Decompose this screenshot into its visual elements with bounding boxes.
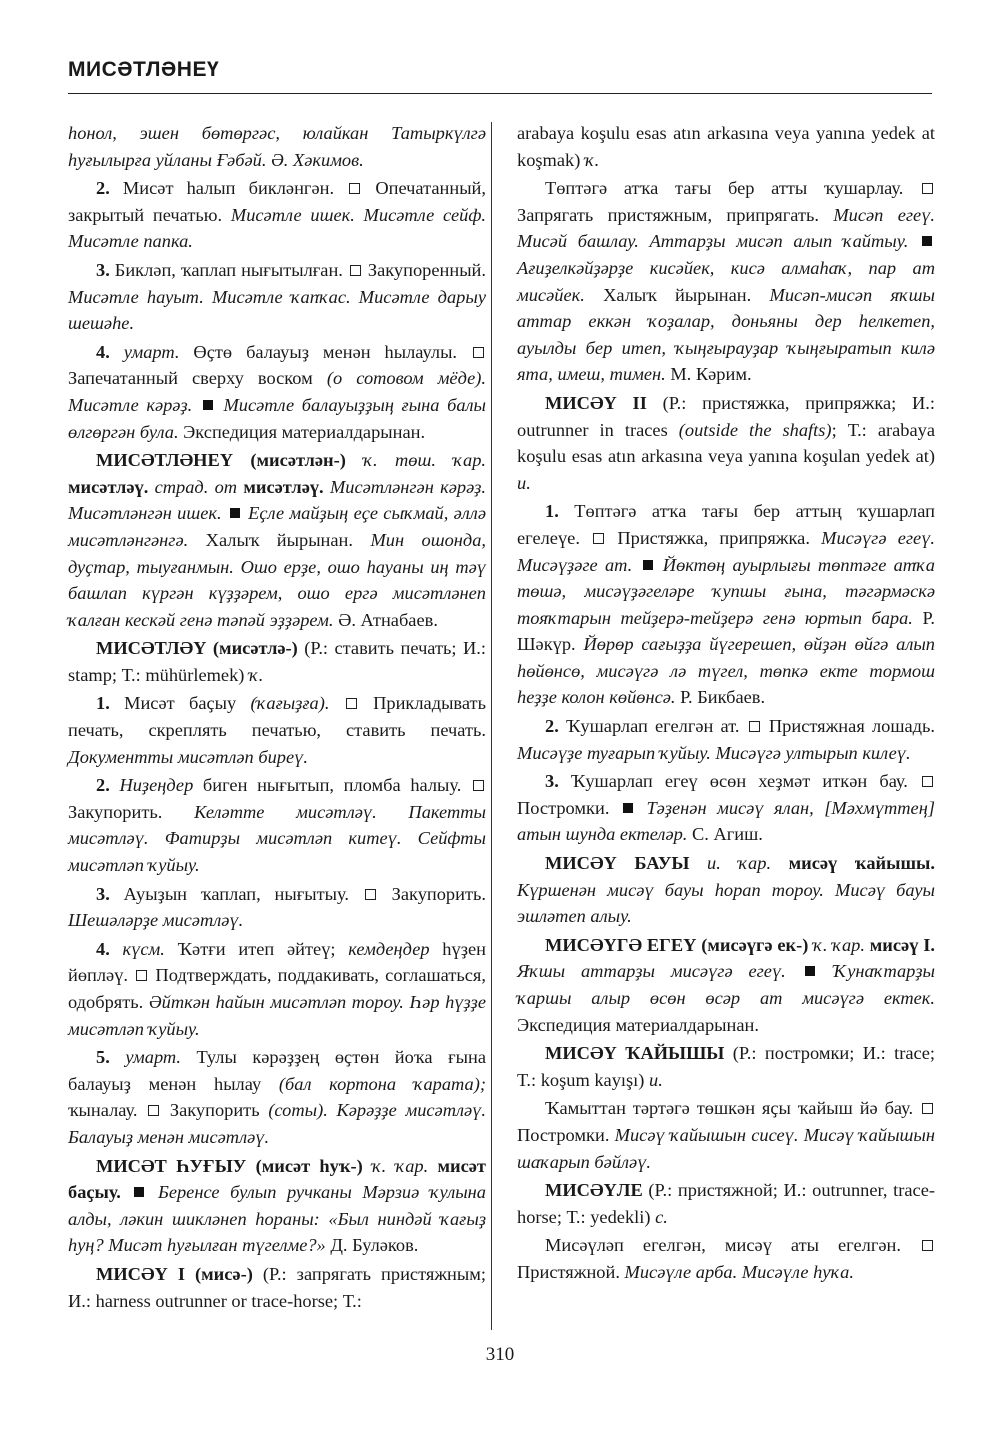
italic-text: Ҡунаҡтарҙы ҡаршы алыр өсөн өсәр ат мисәүгә ектек. bbox=[517, 961, 935, 1008]
translation-marker-icon bbox=[350, 265, 361, 276]
text: Постромки. bbox=[517, 797, 620, 818]
text: М. Кәрим. bbox=[665, 364, 752, 385]
text: Р. Шәкүр. bbox=[517, 607, 935, 655]
text: (Р.: ставить печать; И.: stamp; Т.: mühürlemek) bbox=[68, 638, 486, 685]
headword: МИСӘТ ҺУҒЫУ (мисәт һуҡ-) bbox=[96, 1155, 363, 1176]
text: С. Агиш. bbox=[687, 824, 763, 845]
dictionary-entry bbox=[68, 1261, 486, 1314]
italic-text: (соты). Кәрәҙҙе мисәтләү. Балауыҙ менән мисәтләү. bbox=[68, 1100, 486, 1147]
italic-text: ҡ. bbox=[249, 664, 264, 685]
continued-text bbox=[517, 120, 935, 173]
text: Закупорить. bbox=[68, 801, 195, 822]
entry-sense bbox=[68, 690, 486, 770]
translation-marker-icon bbox=[922, 776, 933, 787]
italic-text: ҡ. ҡар. bbox=[813, 934, 865, 955]
example-marker-icon bbox=[623, 803, 633, 813]
headword: 5. bbox=[96, 1047, 110, 1068]
italic-text: умарт. bbox=[125, 1047, 182, 1068]
text: Халыҡ йырынан. bbox=[188, 529, 371, 550]
dictionary-entry bbox=[517, 1232, 935, 1285]
italic-text: Күршенән мисәү бауы һорап тороу. Мисәү бауы эшләтеп алыу. bbox=[517, 879, 935, 927]
example-marker-icon bbox=[203, 400, 213, 410]
translation-marker-icon bbox=[922, 1103, 933, 1114]
left-column bbox=[68, 120, 486, 1316]
text bbox=[636, 798, 647, 818]
text bbox=[110, 342, 124, 362]
text: Тулы кәрәҙҙең өҫтөн йоҡа ғына балауыҙ менән һылау bbox=[68, 1047, 486, 1094]
page-header bbox=[68, 58, 932, 82]
italic-text: Йөктөң ауырлығы төптәге атҡа төшә, мисәүҙәгеләре ҡупшы ғына, тәгәрмәскә тояҡтарын тейҙерә-тейҙерә генә юртып бара. bbox=[517, 554, 935, 628]
text: Запрягать пристяжным, припрягать. bbox=[517, 204, 834, 225]
text: Ҡушарлап егелгән ат. bbox=[558, 716, 747, 737]
entry-sense bbox=[68, 936, 486, 1042]
italic-text: Йөрөр сағыҙҙа йүгерешеп, өйҙән өйгә алып һөйөнсө, мисәүгә лә түгел, төпкә екте тормош һеҙҙе колон көйөнсә. bbox=[517, 634, 935, 708]
entry-sense bbox=[517, 498, 935, 711]
headword: 2. bbox=[545, 716, 559, 737]
italic-text: страд. от bbox=[154, 476, 238, 497]
translation-marker-icon bbox=[473, 347, 484, 358]
text: Постромки. bbox=[517, 1124, 615, 1145]
italic-text: кемдеңдер bbox=[348, 938, 430, 959]
text: Прикладывать печать, скреплять печатью, ставить печать. bbox=[68, 693, 486, 741]
text: Ә. Атнабаев. bbox=[333, 609, 438, 630]
italic-text: Мисәп егеү. Мисәй башлау. Аттарҙы мисәп алып ҡайтыу. bbox=[517, 204, 936, 252]
headword: 1. bbox=[96, 693, 110, 714]
italic-text: Ағиҙелкәйҙәрҙе кисәйек, кисә алмаһаҡ, пар ат мисәйек. bbox=[517, 257, 935, 305]
italic-text: Шешәләрҙе мисәтләү. bbox=[68, 910, 244, 931]
dictionary-entry bbox=[517, 932, 935, 1038]
text bbox=[786, 961, 802, 981]
dictionary-entry bbox=[517, 175, 935, 388]
text bbox=[689, 853, 707, 873]
headword: МИСӘТЛӘНЕҮ (мисәтлән-) bbox=[96, 450, 346, 471]
headword: мисәү ҡайышы. bbox=[788, 853, 935, 874]
italic-text: и. bbox=[517, 472, 531, 493]
text: Мисәүләп егелгән, мисәү аты егелгән. bbox=[545, 1235, 920, 1256]
dictionary-entry bbox=[68, 1153, 486, 1259]
italic-text: с. bbox=[655, 1206, 668, 1227]
text: Подтверждать, поддакивать, соглашаться, одобрять. bbox=[68, 965, 486, 1012]
text: Халыҡ йырынан. bbox=[584, 284, 770, 305]
headword: 1. bbox=[545, 501, 559, 522]
text bbox=[346, 450, 363, 470]
dictionary-entry bbox=[517, 390, 935, 496]
italic-text: Әйткән һайын мисәтләп тороу. Һәр һүҙҙе мисәтләп ҡуйыу. bbox=[68, 992, 486, 1039]
text bbox=[363, 1156, 372, 1176]
text: Мисәт һалып бикләнгән. bbox=[109, 178, 348, 199]
text: Экспедиция материалдарынан. bbox=[178, 421, 426, 442]
translation-marker-icon bbox=[922, 183, 933, 194]
text bbox=[908, 231, 919, 251]
text: Өҫтө балауыҙ менән һылаулы. bbox=[179, 341, 471, 362]
headword: мисәтләү. bbox=[243, 476, 324, 497]
text bbox=[192, 395, 200, 415]
italic-text: (ҡағыҙға). bbox=[250, 693, 330, 714]
headword: МИСӘҮ II bbox=[545, 392, 647, 413]
text: Закупоренный. bbox=[362, 259, 486, 280]
italic-text: и. bbox=[649, 1069, 663, 1090]
entry-sense bbox=[68, 257, 486, 337]
text bbox=[329, 693, 343, 713]
italic-text: Мисәүгә егеү. Мисәүҙәге ат. bbox=[517, 527, 935, 575]
example-marker-icon bbox=[805, 966, 815, 976]
text bbox=[656, 555, 663, 575]
dictionary-entry bbox=[517, 1040, 935, 1093]
headword: 3. bbox=[96, 259, 110, 280]
dictionary-entry bbox=[68, 447, 486, 633]
italic-text: Келәтте мисәтләү. Пакетты мисәтләү. Фатирҙы мисәтләп китеү. Сейфты мисәтләп ҡуйыу. bbox=[68, 801, 486, 876]
headword: МИСӘҮГӘ ЕГЕҮ (мисәүгә ек-) bbox=[545, 934, 809, 955]
text: Опечатанный, закрытый печатью. bbox=[68, 178, 486, 225]
text: Төптәгә атҡа тағы бер атты ҡушарлау. bbox=[545, 178, 920, 199]
running-head: МИСӘТЛӘНЕҮ bbox=[68, 58, 220, 81]
entry-sense bbox=[68, 339, 486, 445]
italic-text: (о сотовом мёде). Мисәтле кәрәҙ. bbox=[68, 368, 486, 415]
entry-sense bbox=[68, 772, 486, 878]
text: (Р.: пристяжной; И.: outrunner, trace-horse; Т.: yedekli) bbox=[517, 1180, 935, 1227]
text bbox=[147, 1182, 158, 1202]
headword: МИСӘҮ БАУЫ bbox=[545, 853, 690, 874]
text: Бикләп, ҡаплап нығытылған. bbox=[109, 259, 348, 280]
italic-text: Ниҙеңдер bbox=[119, 775, 194, 796]
headword: 3. bbox=[545, 771, 559, 792]
italic-text: Тәҙенән мисәү ялан, [Мәхмүттең] атын шунда ектеләр. bbox=[517, 797, 935, 845]
text: Төптәгә атҡа тағы бер аттың ҡушарлап егелеүе. bbox=[517, 501, 935, 548]
text: Закупорить. bbox=[377, 883, 486, 904]
example-marker-icon bbox=[643, 560, 653, 570]
italic-text: Беренсе булып ручканы Мәрзиә ҡулына алды, ләкин шикләнеп һораны: «Был ниндәй ҡағыҙ һуң? Мисәт һуғылған түгелме?» bbox=[68, 1182, 486, 1256]
text: (Р.: пристяжка, припряжка; И.: outrunner in traces bbox=[517, 392, 935, 440]
text: Ауыҙын ҡаплап, нығытыу. bbox=[109, 883, 363, 904]
italic-text: Мисәп-мисәп яҡшы аттар еккән ҡоҙалар, доньяны дер һелкетеп, ауылды бер итеп, ҡыңғырауҙар ҡыңғыратып килә ята, имеш, тимен. bbox=[517, 284, 936, 385]
text: (Р.: запрягать пристяжным; И.: harness outrunner or trace-horse; Т.: bbox=[68, 1263, 486, 1311]
italic-text: Мисәтле ишек. Мисәтле сейф. Мисәтле папка. bbox=[68, 204, 486, 252]
text bbox=[818, 961, 834, 981]
headword: 2. bbox=[96, 178, 110, 199]
entry-sense bbox=[517, 768, 935, 848]
italic-text: Мин ошонда, дуҫтар, тыуғанмын. Ошо ерҙе, ошо һауаны иң тәү башлап күргән күҙҙәрем, ошо ергә мисәтләнеп ҡалған кескәй генә тәпәй эҙҙәрем. bbox=[68, 529, 487, 630]
italic-text: һонол, эшен бөтөргәс, юлайкан Татыркүлгә һуғылырға уйланы Ғәбәй. Ә. Хәкимов. bbox=[68, 123, 486, 170]
example-marker-icon bbox=[134, 1187, 144, 1197]
italic-text: Мисәүҙе туғарып ҡуйыу. Мисәүгә ултырып килеү. bbox=[517, 742, 911, 763]
italic-text: Мисәүле арба. Мисәүле һуҡа. bbox=[624, 1261, 854, 1282]
example-marker-icon bbox=[230, 508, 240, 518]
text: Пристяжная лошадь. bbox=[761, 716, 935, 737]
italic-text: ҡ. bbox=[584, 149, 600, 170]
translation-marker-icon bbox=[346, 698, 357, 709]
text: Мисәт баҫыу bbox=[109, 693, 251, 714]
italic-text: Яҡшы аттарҙы мисәүгә егеү. bbox=[517, 961, 786, 982]
text: Ҡәтғи итеп әйтеү; bbox=[164, 938, 349, 959]
translation-marker-icon bbox=[148, 1105, 159, 1116]
continued-text bbox=[68, 120, 486, 173]
italic-text: и. ҡар. bbox=[707, 853, 772, 874]
column-divider bbox=[491, 122, 492, 1330]
text: Ҡамыттан тәртәгә төшкән яҫы ҡайыш йә бау. bbox=[545, 1098, 920, 1119]
italic-text: Мисәтле балауыҙҙың ғына балы өлгөргән була. bbox=[68, 394, 486, 442]
text: Экспедиция материалдарынан. bbox=[517, 1014, 759, 1035]
italic-text: Мисәтләнгән кәрәҙ. Мисәтләнгән ишек. bbox=[68, 476, 487, 524]
text bbox=[110, 1047, 126, 1067]
text bbox=[771, 853, 789, 873]
italic-text: ҡ. төш. ҡар. bbox=[363, 450, 486, 471]
translation-marker-icon bbox=[136, 970, 147, 981]
text bbox=[110, 775, 120, 795]
translation-marker-icon bbox=[473, 780, 484, 791]
entry-sense bbox=[68, 175, 486, 255]
text: биген нығытып, пломба һалыу. bbox=[193, 775, 471, 796]
dictionary-entry bbox=[517, 1177, 935, 1230]
text: Закупорить bbox=[161, 1100, 269, 1121]
headword: мисәтләү. bbox=[68, 476, 149, 497]
header-rule bbox=[68, 93, 932, 94]
text: Запечатанный сверху воском bbox=[68, 368, 327, 389]
translation-marker-icon bbox=[593, 533, 604, 544]
translation-marker-icon bbox=[365, 889, 376, 900]
entry-sense bbox=[68, 1044, 486, 1150]
dictionary-entry bbox=[68, 635, 486, 688]
text bbox=[110, 939, 123, 959]
translation-marker-icon bbox=[349, 183, 360, 194]
headword: 4. bbox=[96, 341, 110, 362]
headword: МИСӘҮЛЕ bbox=[545, 1180, 643, 1201]
headword: мисәт баҫыу. bbox=[68, 1155, 486, 1203]
italic-text: (бал кортона ҡарата); bbox=[278, 1073, 486, 1094]
text: Д. Буләков. bbox=[325, 1235, 419, 1256]
text bbox=[121, 1182, 132, 1202]
headword: 3. bbox=[96, 883, 110, 904]
italic-text: Мисәү ҡайышын сисеү. Мисәү ҡайышын шаҡарып бәйләү. bbox=[517, 1124, 935, 1172]
italic-text: күсм. bbox=[122, 938, 165, 959]
text: ҡыналау. bbox=[68, 1100, 147, 1121]
text: (Р.: постромки; И.: trace; Т.: koşum kayışı) bbox=[517, 1043, 935, 1090]
headword: МИСӘҮ ҠАЙЫШЫ bbox=[545, 1043, 725, 1064]
translation-marker-icon bbox=[749, 721, 760, 732]
text: Пристяжной. bbox=[517, 1261, 625, 1282]
dictionary-entry bbox=[517, 1095, 935, 1175]
italic-text: умарт. bbox=[123, 341, 180, 362]
text: ; Т.: arabaya koşulu esas atın arkasına veya yanına koşulan yedek at) bbox=[517, 419, 935, 467]
page-number: 310 bbox=[485, 1344, 515, 1365]
text bbox=[632, 555, 639, 575]
italic-text: Документты мисәтләп биреү. bbox=[68, 746, 308, 767]
headword: мисәү I. bbox=[869, 934, 935, 955]
italic-text: Мисәтле һауыт. Мисәтле ҡапҡас. Мисәтле дарыу шешәһе. bbox=[68, 286, 486, 334]
example-marker-icon bbox=[922, 236, 932, 246]
right-column bbox=[517, 120, 935, 1288]
text: һүҙен йөпләү. bbox=[68, 938, 486, 986]
italic-text: Еҫле майҙың еҫе сыҡмай, әллә мисәтләнгәнгә. bbox=[68, 503, 486, 550]
headword: 2. bbox=[96, 775, 110, 796]
translation-marker-icon bbox=[922, 1240, 933, 1251]
text: Ҡушарлап егеү өсөн хеҙмәт иткән бау. bbox=[558, 771, 920, 792]
headword: МИСӘҮ I (мисә-) bbox=[96, 1263, 253, 1284]
headword: 4. bbox=[96, 938, 110, 959]
text bbox=[222, 503, 227, 523]
text: arabaya koşulu esas atın arkasına veya yanına yedek at koşmak) bbox=[517, 123, 935, 170]
text: Пристяжка, припряжка. bbox=[606, 527, 822, 548]
headword: МИСӘТЛӘҮ (мисәтлә-) bbox=[96, 638, 298, 659]
italic-text: ҡ. ҡар. bbox=[371, 1155, 429, 1176]
italic-text: (outside the shafts) bbox=[678, 419, 832, 440]
entry-sense bbox=[517, 713, 935, 766]
text: Р. Бикбаев. bbox=[675, 687, 766, 708]
entry-sense bbox=[68, 881, 486, 934]
dictionary-entry bbox=[517, 850, 935, 930]
